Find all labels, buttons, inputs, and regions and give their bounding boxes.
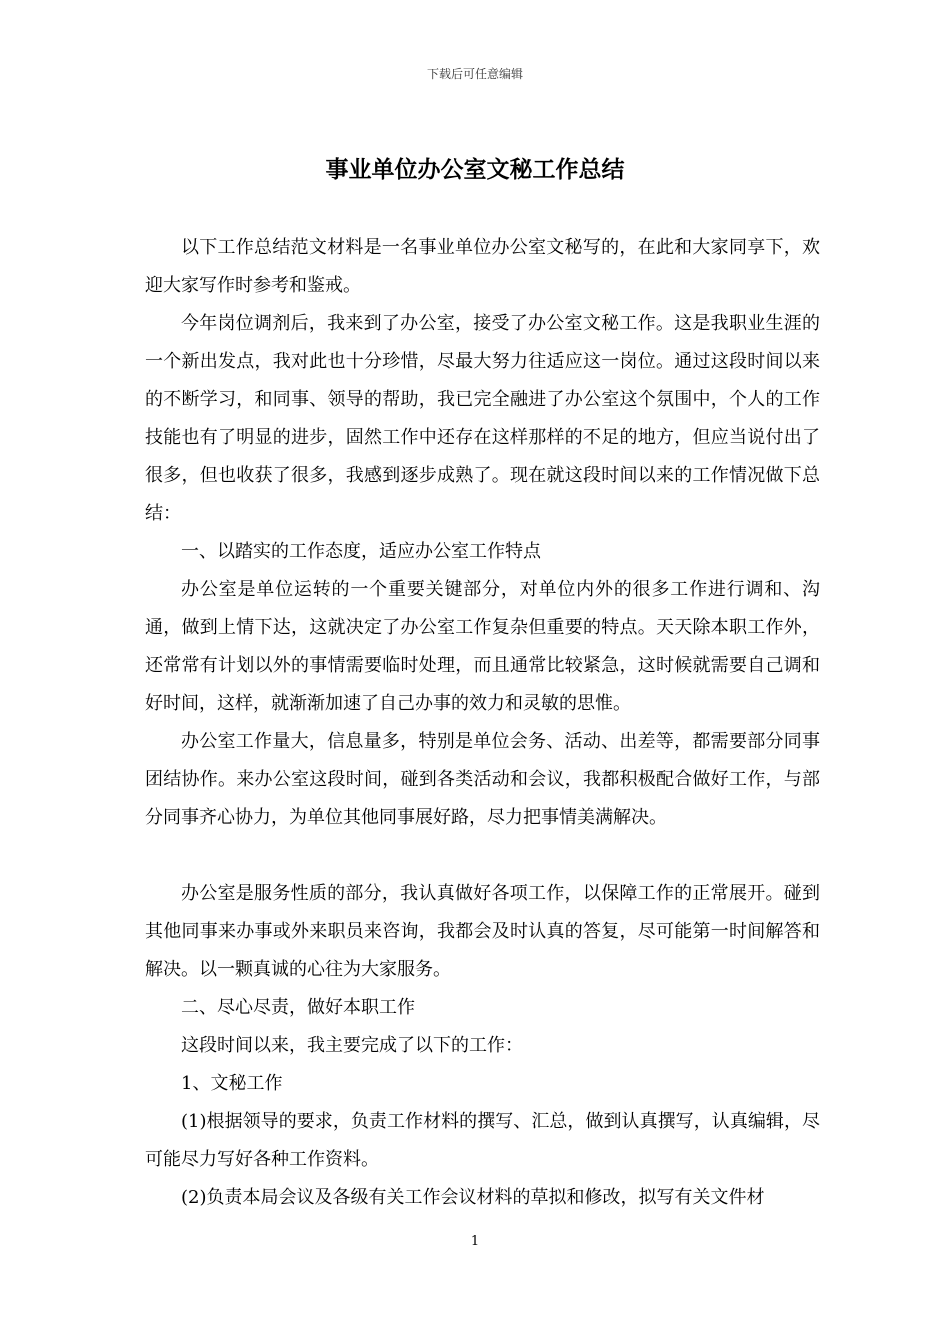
section-heading-2: 二、尽心尽责，做好本职工作	[181, 997, 415, 1018]
section-heading-1: 一、以踏实的工作态度，适应办公室工作特点	[181, 541, 541, 562]
paragraph: 这段时间以来，我主要完成了以下的工作：	[181, 1035, 523, 1056]
paragraph: 办公室工作量大，信息量多，特别是单位会务、活动、出差等，都需要部分同事团结协作。来办公室这段时间，碰到各类活动和会议，我都积极配合做好工作，与部分同事齐心协力，为单位其他同事展好路，尽力把事情美满解决。	[145, 731, 820, 828]
page-header: 下载后可任意编辑	[426, 67, 523, 81]
document-title: 事业单位办公室文秘工作总结	[325, 156, 625, 183]
list-item: (2)负责本局会议及各级有关工作会议材料的草拟和修改，拟写有关文件材	[181, 1187, 765, 1208]
paragraph: 办公室是服务性质的部分，我认真做好各项工作，以保障工作的正常展开。碰到其他同事来办事或外来职员来咨询，我都会及时认真的答复，尽可能第一时间解答和解决。以一颗真诚的心往为大家服务。	[145, 883, 820, 980]
document-body	[145, 229, 820, 1217]
list-item: (1)根据领导的要求，负责工作材料的撰写、汇总，做到认真撰写，认真编辑，尽可能尽力写好各种工作资料。	[145, 1111, 820, 1170]
page-number: 1	[470, 1234, 480, 1249]
blank-line	[145, 837, 820, 875]
subsection-heading: 1、文秘工作	[181, 1073, 283, 1094]
paragraph-overview: 今年岗位调剂后，我来到了办公室，接受了办公室文秘工作。这是我职业生涯的一个新出发点，我对此也十分珍惜，尽最大努力往适应这一岗位。通过这段时间以来的不断学习，和同事、领导的帮助，我已完全融进了办公室这个氛围中，个人的工作技能也有了明显的进步，固然工作中还存在这样那样的不足的地方，但应当说付出了很多，但也收获了很多，我感到逐步成熟了。现在就这段时间以来的工作情况做下总结：	[145, 313, 820, 524]
paragraph: 办公室是单位运转的一个重要关键部分，对单位内外的很多工作进行调和、沟通，做到上情下达，这就决定了办公室工作复杂但重要的特点。天天除本职工作外，还常常有计划以外的事情需要临时处理，而且通常比较紧急，这时候就需要自己调和好时间，这样，就渐渐加速了自己办事的效力和灵敏的思惟。	[145, 579, 820, 714]
paragraph-intro: 以下工作总结范文材料是一名事业单位办公室文秘写的，在此和大家同享下，欢迎大家写作时参考和鉴戒。	[145, 237, 820, 296]
